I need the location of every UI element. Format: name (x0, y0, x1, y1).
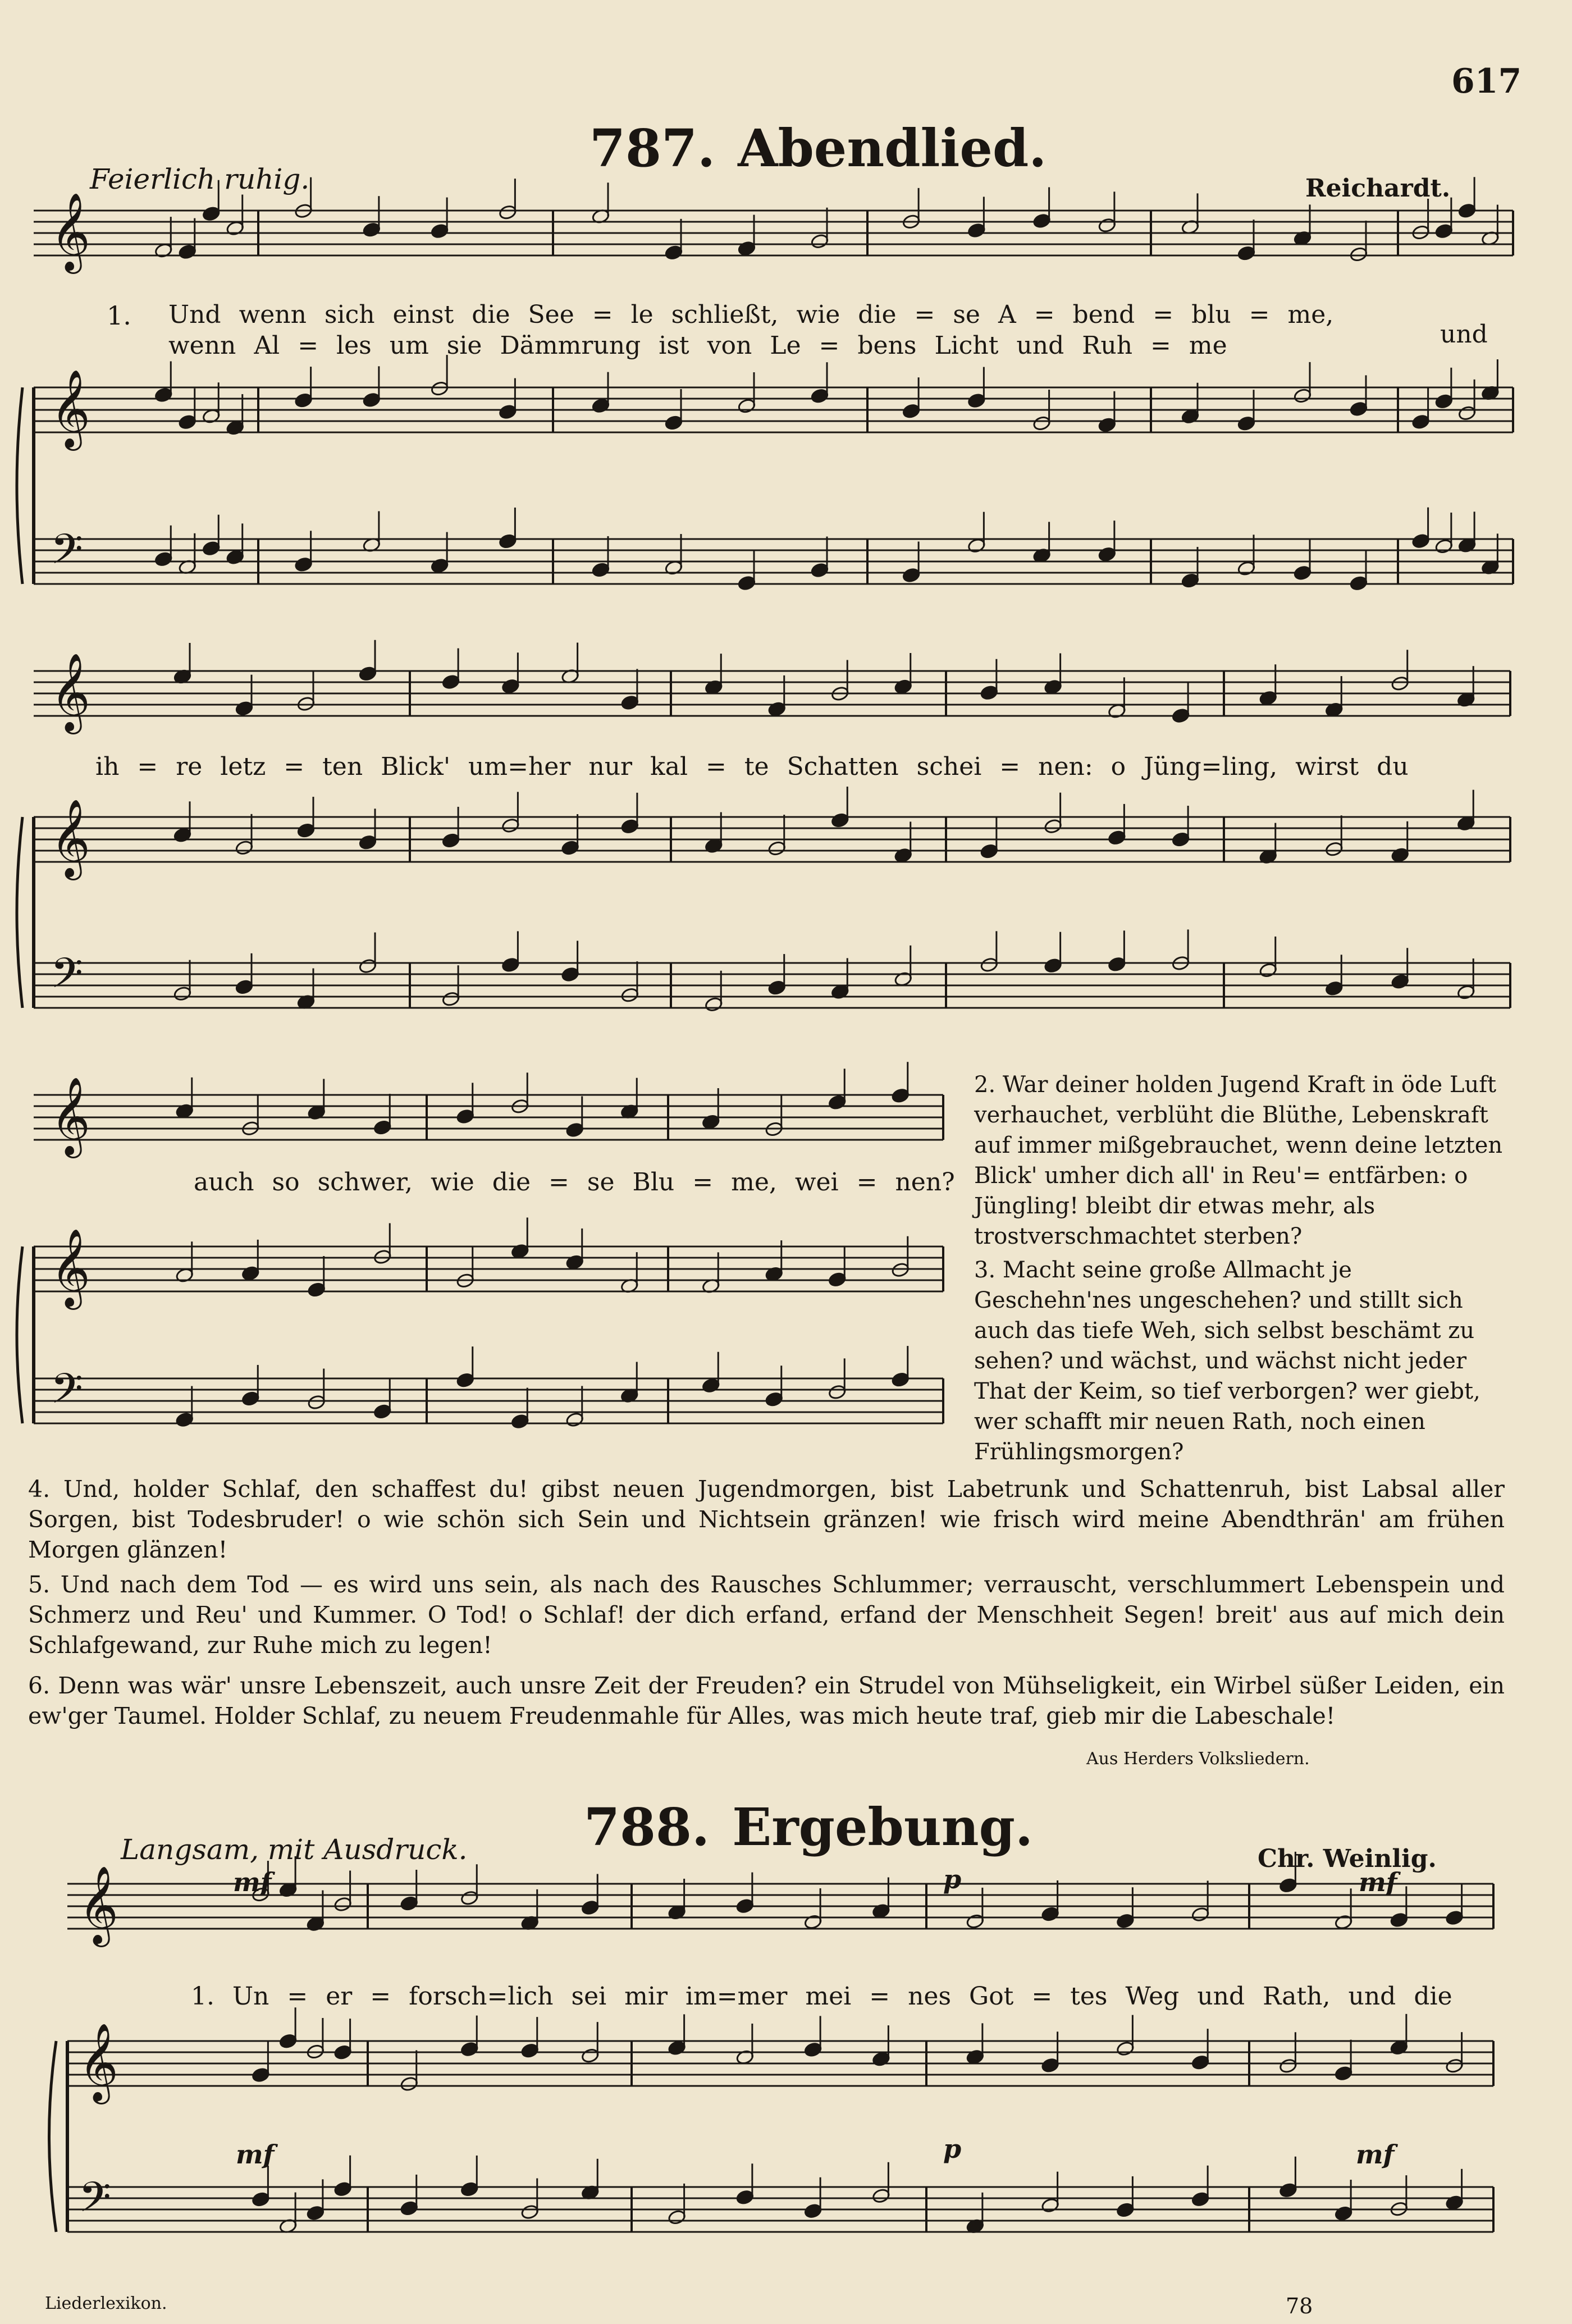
song787-clef: 𝄞 (51, 1229, 90, 1307)
song-788-composer: Chr. Weinlig. (1258, 1844, 1437, 1873)
song787-clef: 𝄞 (51, 653, 90, 731)
song-788-number: 788. (584, 1797, 710, 1857)
song-787-verse-5: 5. Und nach dem Tod — es wird uns sein, als nach des Rausches Schlummer; verrauscht, verschlummert Lebenspein und Schmerz und Reu' und Kummer. O Tod! o Schlaf! der dich erfand, erfand der Menschheit Segen! breit' aus auf mich dein Schlafgewand, zur Ruhe mich zu legen! (28, 1571, 1505, 1659)
song787-brace (17, 817, 22, 1008)
song-787-verse-number: 1. (107, 300, 131, 331)
song-787-verse-2: 2. War deiner holden Jugend Kraft in öde Luft verhauchet, verblüht die Blüthe, Lebenskraft auf immer mißgebrauchet, wenn deine letzten Blick' umher dich all' in Reu'= entfärben: o Jüngling! bleibt dir etwas mehr, als trostverschmachtet sterben? (974, 1072, 1503, 1249)
song787-brace (17, 387, 22, 584)
song788-clef: 𝄢 (79, 2173, 111, 2232)
song-788-dyn-mf-2: mf (1359, 1867, 1397, 1897)
song-787-lyric-line-1a: Und wenn sich einst die See = le schließt, wie die = se A = bend = blu = me, (168, 300, 1334, 329)
page-number: 617 (1451, 62, 1522, 101)
song-787-number: 787. (590, 118, 716, 179)
song787-clef: 𝄢 (51, 1364, 83, 1423)
song787-brace (17, 1247, 22, 1423)
song-787-title: Abendlied. (738, 118, 1047, 179)
song788-brace (49, 2041, 57, 2232)
song787-clef: 𝄞 (51, 799, 90, 877)
song-788-dyn-mf-4: mf (1356, 2139, 1395, 2170)
song-787-tempo: Feierlich ruhig. (90, 163, 310, 195)
song-787-lyric-line-1b: wenn Al = les um sie Dämmrung ist von Le = bens Licht und Ruh = me (168, 331, 1227, 360)
song788-clef: 𝄞 (79, 1866, 118, 1944)
song-787-verse-3: 3. Macht seine große Allmacht je Geschehn'nes ungeschehen? und stillt sich auch das tiefe Weh, sich selbst beschämt zu sehen? und wächst, und wächst nicht jeder That der Keim, so tief verborgen? wer giebt, wer schafft mir neuen Rath, noch einen Frühlingsmorgen? (974, 1257, 1480, 1465)
song-787-lyric-line-2: ih = re letz = ten Blick' um=her nur kal = te Schatten schei = nen: o Jüng=ling, wirst du (95, 752, 1409, 781)
song-788-lyric-line-1: 1. Un = er = forsch=lich sei mir im=mer mei = nes Got = tes Weg und Rath, und die (191, 1982, 1452, 2011)
footer-center: 78 (1286, 2294, 1313, 2318)
song-787-composer: Reichardt. (1305, 174, 1451, 203)
song-788-title: Ergebung. (732, 1797, 1033, 1857)
song-788-dyn-p-1: p (943, 1864, 962, 1894)
song788-clef: 𝄞 (79, 2023, 118, 2101)
song787-clef: 𝄞 (51, 369, 90, 448)
song-788-tempo: Langsam, mit Ausdruck. (121, 1833, 468, 1866)
song787-clef: 𝄞 (51, 193, 90, 271)
song-787-lyric-line-1-end: und (1440, 320, 1488, 349)
song-787-lyric-line-3: auch so schwer, wie die = se Blu = me, wei = nen? (194, 1168, 955, 1197)
footer-left: Liederlexikon. (45, 2294, 167, 2313)
song-787-verse-6: 6. Denn was wär' unsre Lebenszeit, auch unsre Zeit der Freuden? ein Strudel von Mühseligkeit, ein Wirbel süßer Leiden, ein ew'ger Taumel. Holder Schlaf, zu neuem Freudenmahle für Alles, was mich heute traf, gieb mir die Labeschale! (28, 1672, 1505, 1729)
song-787-source: Aus Herders Volksliedern. (1086, 1749, 1310, 1769)
song787-clef: 𝄢 (51, 525, 83, 584)
song-788-dyn-p-2: p (943, 2134, 962, 2164)
song787-clef: 𝄞 (51, 1077, 90, 1155)
song787-clef: 𝄢 (51, 949, 83, 1008)
song-788-dyn-mf-1: mf (233, 1867, 272, 1897)
song-788-dyn-mf-3: mf (236, 2139, 275, 2170)
song-787-verse-4: 4. Und, holder Schlaf, den schaffest du! gibst neuen Jugendmorgen, bist Labetrunk und Schattenruh, bist Labsal aller Sorgen, bist Todesbruder! o wie schön sich Sein und Nichtsein gränzen! wie frisch wird meine Abendthrän' am frühen Morgen glänzen! (28, 1476, 1505, 1563)
